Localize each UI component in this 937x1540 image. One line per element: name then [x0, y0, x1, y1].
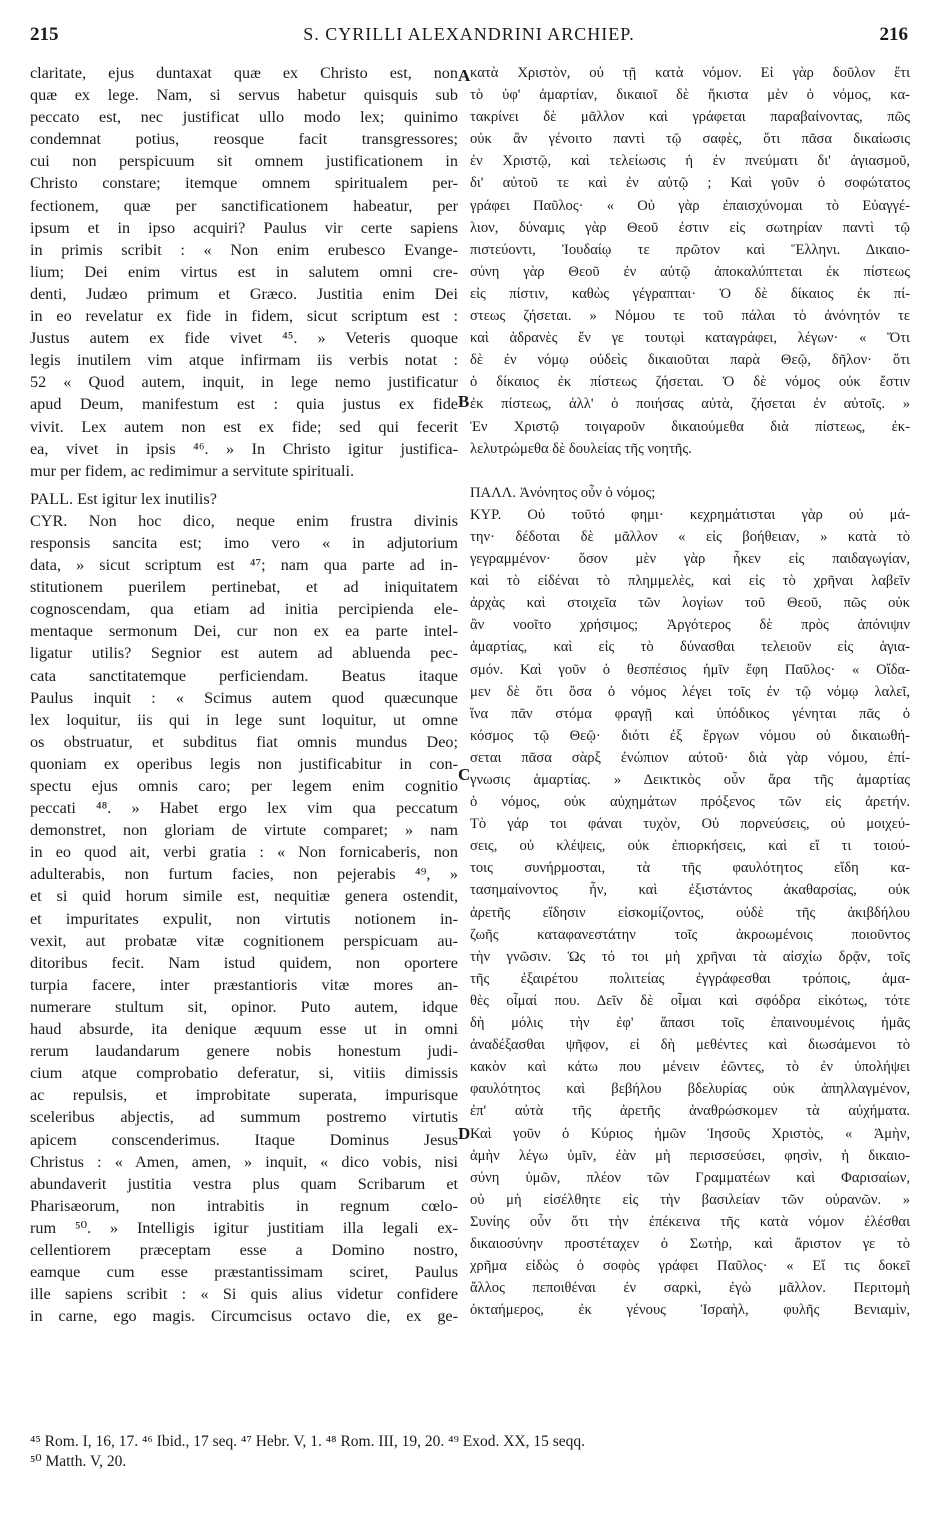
latin-text-line: rum ⁵⁰. » Intelligis igitur justitiam illa legali ex- [30, 1218, 458, 1237]
latin-text-line: in carne, ego magis. Circumcisus octavo die, ex ge- [30, 1307, 458, 1326]
greek-text-line: ὁ νόμος, οὐκ αὐχημάτων πρόξενος τῶν εἰς ἀρετήν. [470, 794, 910, 811]
greek-text-line: ἀρχὰς καὶ στοιχεῖα τῶν λογίων τοῦ Θεοῦ, πῶς οὐκ [470, 595, 910, 612]
greek-text-line: γνωσις ἁμαρτίας. » Δεικτικὸς οὖν ἄρα τῆς ἁμαρτίας [470, 772, 910, 788]
latin-text-line: in primis scribit : « Non enim erubesco Evange- [30, 240, 458, 259]
latin-text-line: abundaverit justitia vestra plus quam Scribarum et [30, 1174, 458, 1193]
section-marker-d: D [458, 1124, 471, 1143]
greek-text-line: γεγραμμένον· ὅσον μὲν γὰρ ἧκεν εἰς παιδαγωγίαν, [470, 551, 910, 568]
latin-text-line: cognoscendam, qua etiam ad initia percipienda ele- [30, 600, 458, 619]
greek-text-line: ἁμαρτίας, καὶ εἰς τὸ δύνασθαι τελειοῦν εἰς ἁγια- [470, 639, 910, 656]
latin-text-line: PALL. Est igitur lex inutilis? [30, 489, 217, 508]
section-marker-a: A [458, 66, 471, 85]
latin-text-line: Christus : « Amen, amen, » inquit, « dico vobis, nisi [30, 1152, 458, 1171]
greek-text-line: κόσμος τῷ Θεῷ· διότι ἐξ ἔργων νόμου οὐ δικαιωθή- [470, 727, 910, 744]
latin-text-line: 52 « Quod autem, inquit, in lege nemo justificatur [30, 373, 458, 392]
greek-text-line: ὀκταήμερος, ἐκ γένους Ἰσραὴλ, φυλῆς Βενιαμὶν, [470, 1302, 910, 1319]
greek-text-line: ἐπ' αὐτὰ τῆς ἀρετῆς ἀναθρώσκομεν τὰ αὐχήματα. [470, 1103, 910, 1120]
greek-text-line: Ἐν Χριστῷ τοιγαροῦν δικαιούμεθα διὰ πίστεως, ἐκ- [470, 418, 910, 435]
running-header [30, 14, 908, 48]
latin-text-line: cata sanctitatemque perficiendam. Beatus itaque [30, 666, 458, 685]
page-number-left: 215 [30, 24, 59, 45]
greek-text-line: ἀμὴν λέγω ὑμῖν, ἐὰν μὴ περισσεύσει, φησὶν, ἡ δικαιο- [470, 1147, 910, 1164]
greek-text-line: σεις, οὐ κλέψεις, οὐκ ἐπιορκήσεις, καὶ εἴ τι τοιού- [470, 838, 910, 855]
latin-text-line: mentaque sermonum Dei, cur non ex ea parte intel- [30, 622, 458, 641]
greek-text-line: τῆς ἐξαιρέτου πολιτείας ἐγγράφεσθαι τρόποις, ἀμα- [470, 970, 910, 987]
greek-text-line: δὴ μόλις τὴν ἐφ' ἅπασι τοῖς ἐπαινουμένοις ἡμᾶς [470, 1015, 910, 1032]
latin-text-line: cium atque comprobatio deferatur, si, vitiis dimissis [30, 1064, 458, 1083]
greek-text-line: ἐκ πίστεως, ἀλλ' ὁ ποιήσας αὐτὰ, ζήσεται ἐν αὐτοῖς. » [470, 396, 910, 413]
section-marker-b: B [458, 392, 470, 411]
greek-text-line: τὸ ὑφ' ἁμαρτίαν, δικαιοῖ δὲ ἥκιστα μὲν ὁ νόμος, κα- [470, 87, 910, 104]
latin-text-line: vexit, aut probatæ vitæ cognitionem perspicuam au- [30, 931, 458, 950]
greek-text-line: ΠΑΛΛ. Ἀνόνητος οὖν ὁ νόμος; [470, 484, 656, 501]
latin-text-line: eamque cum esse præstantissimam sciret, Paulus [30, 1263, 458, 1282]
latin-text-line: ac repulsis, et improbitate superata, impurisque [30, 1086, 458, 1105]
latin-text-line: Justus autem ex fide vivet ⁴⁵. » Veteris quoque [30, 329, 458, 348]
latin-text-line: Pharisæorum, non intrabitis in regnum cœlo- [30, 1196, 458, 1215]
greek-text-line: θὲς οἶμαί που. Δεῖν δὲ οἶμαι καὶ σφόδρα εἰκότως, τότε [470, 992, 910, 1009]
latin-text-line: lex loquitur, iis qui in lege sunt loquitur, ut omne [30, 710, 458, 729]
greek-text-line: τὴν γνῶσιν. Ὡς τό τοι μὴ χρῆναι τὰ αἰσχίω δρᾷν, τοῖς [470, 948, 910, 965]
latin-text-line: ditoribus fecit. Nam istud quidem, non oportere [30, 953, 458, 972]
greek-text-line [470, 460, 910, 482]
greek-text-line: Τὸ γάρ τοι φάναι τυχὸν, Οὐ πορνεύσεις, οὐ μοιχεύ- [470, 816, 910, 833]
latin-text-line: cellentiorem præceptam esse a Domino nostro, [30, 1240, 458, 1259]
latin-text-line: fectionem, quæ per sanctificationem habeatur, per [30, 196, 458, 215]
latin-text-line: condemnat potius, reosque facit transgressores; [30, 130, 458, 149]
greek-text-line: ἀναδέξασθαι ψῆφον, εἰ δὴ μεθέντες καὶ διωσάμενοι τὸ [470, 1037, 910, 1054]
greek-text-line: ζωῆς καταφανεστάτην τοῖς ἀκροωμένοις ποιοῦντος [470, 926, 910, 943]
greek-text-line: τακρίνει δὲ μᾶλλον καὶ γράφεται παραβαίνοντας, πῶς [470, 109, 910, 126]
greek-text-line: πιστεύοντι, Ἰουδαίῳ τε πρῶτον καὶ Ἕλληνι. Δικαιο- [470, 241, 910, 258]
greek-text-line: λελυτρώμεθα δὲ δουλείας τῆς νοητῆς. [470, 440, 692, 457]
latin-text-line: apicem conscenderimus. Itaque Dominus Jesus [30, 1130, 458, 1149]
latin-text-line: Paulus inquit : « Scimus autem quod quæcunque [30, 688, 458, 707]
latin-text-line: vivit. Lex autem non est ex fide; sed qui fecerit [30, 417, 458, 436]
section-marker-c: C [458, 765, 471, 784]
greek-text-line: τοις συνήρμοσται, τὰ τῆς φαυλότητος εἴδη κα- [470, 860, 910, 877]
greek-text-line: δικαιοσύνην προστέταχεν ὁ Σωτὴρ, καὶ ἄριστον γε τὸ [470, 1235, 910, 1252]
latin-text-line: legis inutilem vim atque infirmam iis verbis notat : [30, 351, 458, 370]
greek-text-line: σύνη ὑμῶν, πλέον τῶν Γραμματέων καὶ Φαρισαίων, [470, 1169, 910, 1186]
latin-text-line: rerum laudandarum genere nobis honestum judi- [30, 1042, 458, 1061]
latin-text-line: ipsum et in ipso acquiri? Paulus vir certe sapiens [30, 218, 458, 237]
greek-text-line: δι' αὐτοῦ τε καὶ ἐν αὐτῷ ; Καὶ γοῦν ὁ σοφώτατος [470, 175, 910, 192]
latin-text-line: claritate, ejus duntaxat quæ ex Christo est, non [30, 64, 458, 82]
latin-text-line: ille sapiens scribit : « Si quis alius videtur confidere [30, 1285, 458, 1304]
latin-text-line: spectu ejus omnis caro; per legem enim cognitio [30, 777, 458, 795]
greek-text-line: ἀρετῆς εἴδησιν εἰσκομίζοντος, οὐδὲ τῆς ἀκιβδήλου [470, 904, 910, 921]
latin-text-line: peccati ⁴⁸. » Habet ergo lex vim qua peccatum [30, 799, 458, 818]
latin-text-line: os obstruatur, et subditus fiat omnis mundus Deo; [30, 732, 458, 751]
latin-text-line: Christo constare; itemque omnem spiritualem per- [30, 174, 458, 193]
latin-text-line: haud absurde, ita denique æquum esse ut in omni [30, 1020, 458, 1039]
footnote-line: ⁴⁵ Rom. I, 16, 17. ⁴⁶ Ibid., 17 seq. ⁴⁷ Hebr. V, 1. ⁴⁸ Rom. III, 19, 20. ⁴⁹ Exod. XX, 15 seqq. [30, 1433, 586, 1450]
latin-text-line: responsis sancita est; imo vero « in adjutorium [30, 533, 458, 552]
greek-text-line: ἵνα πᾶν στόμα φραγῇ καὶ ὑπόδικος γένηται πᾶς ὁ [470, 705, 910, 722]
greek-text-line: σμόν. Καὶ γοῦν ὁ θεσπέσιος ἡμῖν ἔφη Παῦλος· « Οἴδα- [470, 661, 910, 678]
latin-text-line: turpia facere, inter præstantioris vitæ mores an- [30, 975, 458, 994]
latin-text-line: et si quid horum simile est, nequitiæ genera ostendit, [30, 887, 458, 906]
latin-text-line: ligatur utilis? Segnior est autem ad abluenda pec- [30, 644, 458, 663]
footnotes [30, 1432, 910, 1472]
greek-text-line: ἐν Χριστῷ, καὶ τελείωσις ἡ ἐν πνεύματι δι' ἁγιασμοῦ, [470, 153, 910, 170]
latin-text-line: et impuritates expulit, non virtutis notionem in- [30, 909, 458, 928]
latin-text-line: in eo quod ait, verbi gratia : « Non fornicaberis, non [30, 843, 458, 862]
latin-column [30, 62, 458, 1327]
greek-text-line: χρῆμα εἰδὼς ὁ σοφὸς γράφει Παῦλος· « Εἴ τις δοκεῖ [470, 1258, 910, 1275]
latin-text-line: in eo revelatur ex fide in fidem, sicut scriptum est : [30, 307, 458, 326]
greek-text-line: σύνη γὰρ Θεοῦ ἐν αὐτῷ ἀποκαλύπτεται ἐκ πίστεως [470, 263, 910, 280]
page-number-right: 216 [879, 24, 908, 45]
greek-text-line: ἂν νοοῖτο χρήσιμος; Ἀργότερος δὲ πρὸς ἀπόνιψιν [470, 617, 910, 634]
greek-text-line: καὶ ἀδρανὲς ἔν γε τουτῳὶ καταγράφει, λέγων· « Ὅτι [470, 330, 910, 347]
greek-text-line: οὐκ ἂν γένοιτο παντὶ τῷ σαφὲς, ὅτι πᾶσα δικαίωσις [470, 131, 910, 148]
latin-text-line: cui non perspicuum sit omnem justificationem in [30, 152, 458, 171]
latin-text-line: quæ ex lege. Nam, si servus habetur quisquis sub [30, 86, 458, 105]
greek-text-line: ὁ δίκαιος ἐκ πίστεως ζήσεται. Ὁ δὲ νόμος οὐκ ἔστιν [470, 374, 910, 391]
running-title: S. CYRILLI ALEXANDRINI ARCHIEP. [303, 24, 635, 44]
latin-text-line: ea, vivet in ipsis ⁴⁶. » In Christo igitur justifica- [30, 439, 458, 458]
footnote-line: ⁵⁰ Matth. V, 20. [30, 1453, 127, 1470]
latin-text-line: apud Deum, manifestum est : quia justus ex fide [30, 395, 458, 414]
latin-text-line: mur per fidem, ac redimimur a servitute spirituali. [30, 461, 355, 480]
greek-text-line: ἄλλος πεποιθέναι ἐν σαρκὶ, ἐγὼ μᾶλλον. Περιτομὴ [470, 1280, 910, 1297]
latin-text-line: numerare stultum sit, opinor. Puto autem, idque [30, 997, 458, 1016]
latin-text-line: CYR. Non hoc dico, neque enim frustra divinis [30, 511, 458, 530]
greek-text-line: καὶ τὸ εἰδέναι τὸ πλημμελὲς, καὶ εἰς τὸ χρῆναι λαβεῖν [470, 573, 910, 590]
latin-text-line: stitutionem puerilem pertinebat, et ad iniquitatem [30, 578, 458, 597]
greek-text-line: σεται πᾶσα σὰρξ ἐνώπιον αὐτοῦ· διὰ γὰρ νόμου, ἐπί- [470, 749, 910, 766]
greek-text-line: ΚΥΡ. Οὐ τοῦτό φημι· κεχρημάτισται γὰρ οὐ μά- [470, 506, 910, 523]
greek-text-line: εἰς πίστιν, καθὼς γέγραπται· Ὁ δὲ δίκαιος ἐκ πί- [470, 285, 910, 302]
greek-text-line: τασημαίνοντος ἦν, καὶ ἐξιστάντος ἀκαθαρσίας, οὐκ [470, 882, 910, 899]
greek-text-line: φαυλότητος καὶ βεβήλου βδελυρίας οὐκ ἀπηλλαγμένον, [470, 1081, 910, 1098]
greek-text-line: κακὸν καὶ κάτω που μένειν ἐῶντες, τὸ ἐν ὑπολήψει [470, 1059, 910, 1076]
latin-text-line: denti, Judæo primum et Græco. Justitia enim Dei [30, 284, 458, 303]
greek-column [470, 62, 910, 1321]
greek-text-line: γράφει Παῦλος· « Οὐ γὰρ ἐπαισχύνομαι τὸ Εὐαγγέ- [470, 197, 910, 214]
greek-text-line: κατὰ Χριστὸν, οὐ τῇ κατὰ νόμον. Εἰ γὰρ δοῦλον ἔτι [470, 65, 910, 81]
latin-text-line: demonstret, non gloriam de virtute comparet; » nam [30, 821, 458, 840]
latin-text-line: lium; Dei enim virtus est in salutem omni cre- [30, 262, 458, 281]
greek-text-line: Συνίης οὖν ὅτι τὴν ἐπέκεινα τῆς κατὰ νόμον ἐλέσθαι [470, 1213, 910, 1230]
greek-text-line: Καὶ γοῦν ὁ Κύριος ἡμῶν Ἰησοῦς Χριστὸς, « Ἀμὴν, [470, 1125, 910, 1142]
latin-text-line: quoniam ex operibus legis non justificabitur in con- [30, 754, 458, 773]
greek-text-line: στεως ζήσεται. » Νόμου τε τοῦ πάλαι τὸ ἀνόνητόν τε [470, 308, 910, 325]
latin-text-line: peccato est, nec justificat ullo modo lex; quinimo [30, 108, 458, 127]
greek-text-line: δὲ ἐν νόμῳ οὐδεὶς δικαιοῦται παρὰ Θεῷ, δῆλον· ὅτι [470, 352, 910, 369]
greek-text-line: μεν δὲ ὅτι ὅσα ὁ νόμος λέγει τοῖς ἐν τῷ νόμῳ λαλεῖ, [470, 683, 910, 700]
latin-text-line: adulterabis, non furtum facies, non pejerabis ⁴⁹, » [30, 865, 458, 884]
latin-text-line: sceleribus abjectis, ad summum postremo virtutis [30, 1108, 458, 1127]
greek-text-line: την· δέδοται δὲ μᾶλλον « εἰς βοήθειαν, » κατὰ τὸ [470, 528, 910, 545]
greek-text-line: λιον, δύναμις γὰρ Θεοῦ ἐστιν εἰς σωτηρίαν παντὶ τῷ [470, 219, 910, 236]
greek-text-line: οὐ μὴ εἰσέλθητε εἰς τὴν βασιλείαν τῶν οὐρανῶν. » [470, 1191, 910, 1208]
latin-text-line: data, » sicut scriptum est ⁴⁷; nam qua parte ad in- [30, 556, 458, 575]
